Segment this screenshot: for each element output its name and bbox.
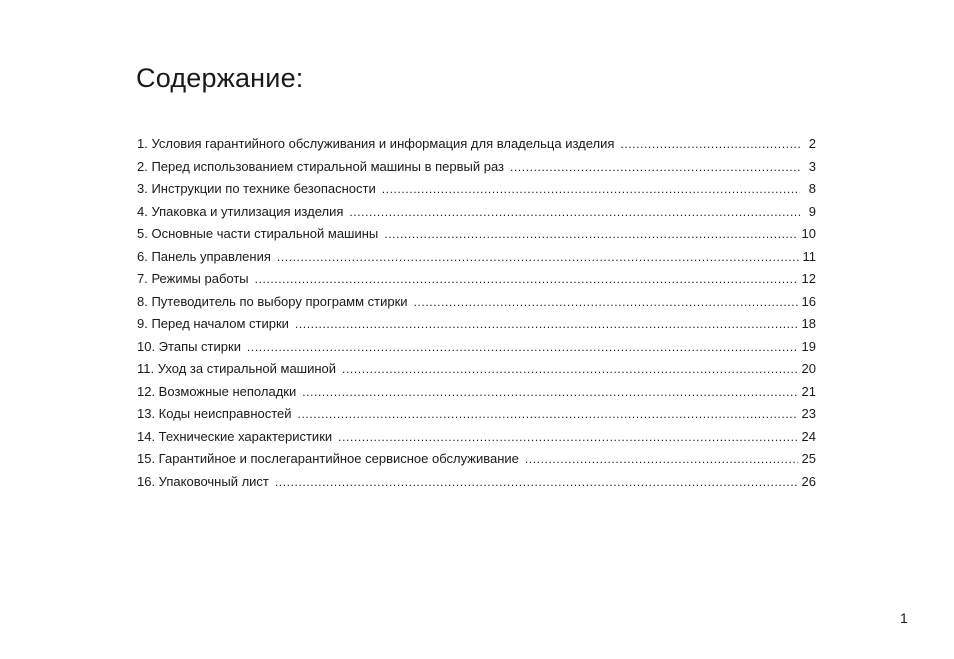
toc-entry-page: 11	[802, 248, 816, 264]
toc-dot-leader	[295, 313, 798, 336]
toc-entry-page: 25	[801, 451, 816, 466]
toc-entry-page: 8	[808, 181, 816, 196]
toc-entry-label: 11. Уход за стиральной машиной	[137, 361, 337, 376]
toc-entry-label: 8. Путеводитель по выбору программ стирки	[137, 293, 408, 309]
toc-entry-label: 2. Перед использованием стиральной машины в первый раз	[137, 158, 504, 174]
toc-entry[interactable]	[137, 133, 816, 156]
toc-entry-page: 3	[808, 158, 816, 174]
toc-entry-label: 3. Инструкции по технике безопасности	[137, 181, 376, 196]
toc-entry-label: 15. Гарантийное и послегарантийное сервисное обслуживание	[137, 451, 519, 466]
toc-dot-leader	[342, 358, 797, 381]
toc-entry-page: 21	[801, 383, 816, 399]
toc-entry[interactable]	[137, 336, 816, 359]
toc-dot-leader	[275, 471, 798, 494]
page-number: 1	[900, 610, 908, 626]
toc-dot-leader	[298, 403, 798, 426]
toc-entry[interactable]	[137, 313, 816, 336]
toc-dot-leader	[384, 223, 797, 246]
toc-entry[interactable]	[137, 268, 816, 291]
toc-entry[interactable]	[137, 403, 816, 426]
toc-dot-leader	[620, 133, 800, 156]
toc-entry[interactable]	[137, 471, 816, 494]
toc-entry-page: 19	[801, 338, 816, 354]
toc-entry-page: 23	[801, 406, 816, 421]
toc-dot-leader	[277, 246, 799, 269]
toc-entry-label: 13. Коды неисправностей	[137, 406, 292, 421]
toc-entry[interactable]	[137, 381, 816, 404]
toc-entry[interactable]	[137, 246, 816, 269]
toc-entry[interactable]	[137, 426, 816, 449]
toc-entry[interactable]	[137, 358, 816, 381]
toc-entry-page: 10	[801, 226, 816, 241]
toc-entry[interactable]	[137, 178, 816, 201]
toc-entry-label: 9. Перед началом стирки	[137, 316, 289, 331]
toc-entry-label: 7. Режимы работы	[137, 271, 249, 286]
toc-dot-leader	[525, 448, 798, 471]
toc-entry-page: 2	[808, 136, 816, 151]
toc-entry-label: 4. Упаковка и утилизация изделия	[137, 203, 344, 219]
toc-entry[interactable]	[137, 156, 816, 179]
table-of-contents	[137, 133, 816, 493]
toc-entry-page: 16	[801, 293, 816, 309]
toc-entry-page: 9	[808, 203, 816, 219]
toc-dot-leader	[247, 336, 798, 359]
toc-entry-page: 18	[801, 316, 816, 331]
toc-entry-label: 5. Основные части стиральной машины	[137, 226, 379, 241]
toc-dot-leader	[382, 178, 800, 201]
toc-entry-label: 6. Панель управления	[137, 248, 271, 264]
toc-entry[interactable]	[137, 223, 816, 246]
toc-entry-label: 1. Условия гарантийного обслуживания и информация для владельца изделия	[137, 136, 615, 151]
toc-entry-label: 12. Возможные неполадки	[137, 383, 297, 399]
toc-entry[interactable]	[137, 291, 816, 314]
page-title: Содержание:	[136, 63, 304, 93]
toc-dot-leader	[302, 381, 797, 404]
toc-entry-page: 26	[801, 473, 816, 489]
toc-entry-label: 10. Этапы стирки	[137, 338, 241, 354]
toc-dot-leader	[255, 268, 798, 291]
toc-dot-leader	[414, 291, 798, 314]
toc-entry-page: 24	[801, 428, 816, 444]
toc-dot-leader	[338, 426, 797, 449]
toc-dot-leader	[349, 201, 800, 224]
toc-entry-page: 20	[801, 361, 816, 376]
toc-entry[interactable]	[137, 201, 816, 224]
toc-entry-page: 12	[801, 271, 816, 286]
toc-entry[interactable]	[137, 448, 816, 471]
toc-entry-label: 16. Упаковочный лист	[137, 473, 269, 489]
toc-entry-label: 14. Технические характеристики	[137, 428, 333, 444]
toc-dot-leader	[510, 156, 800, 179]
